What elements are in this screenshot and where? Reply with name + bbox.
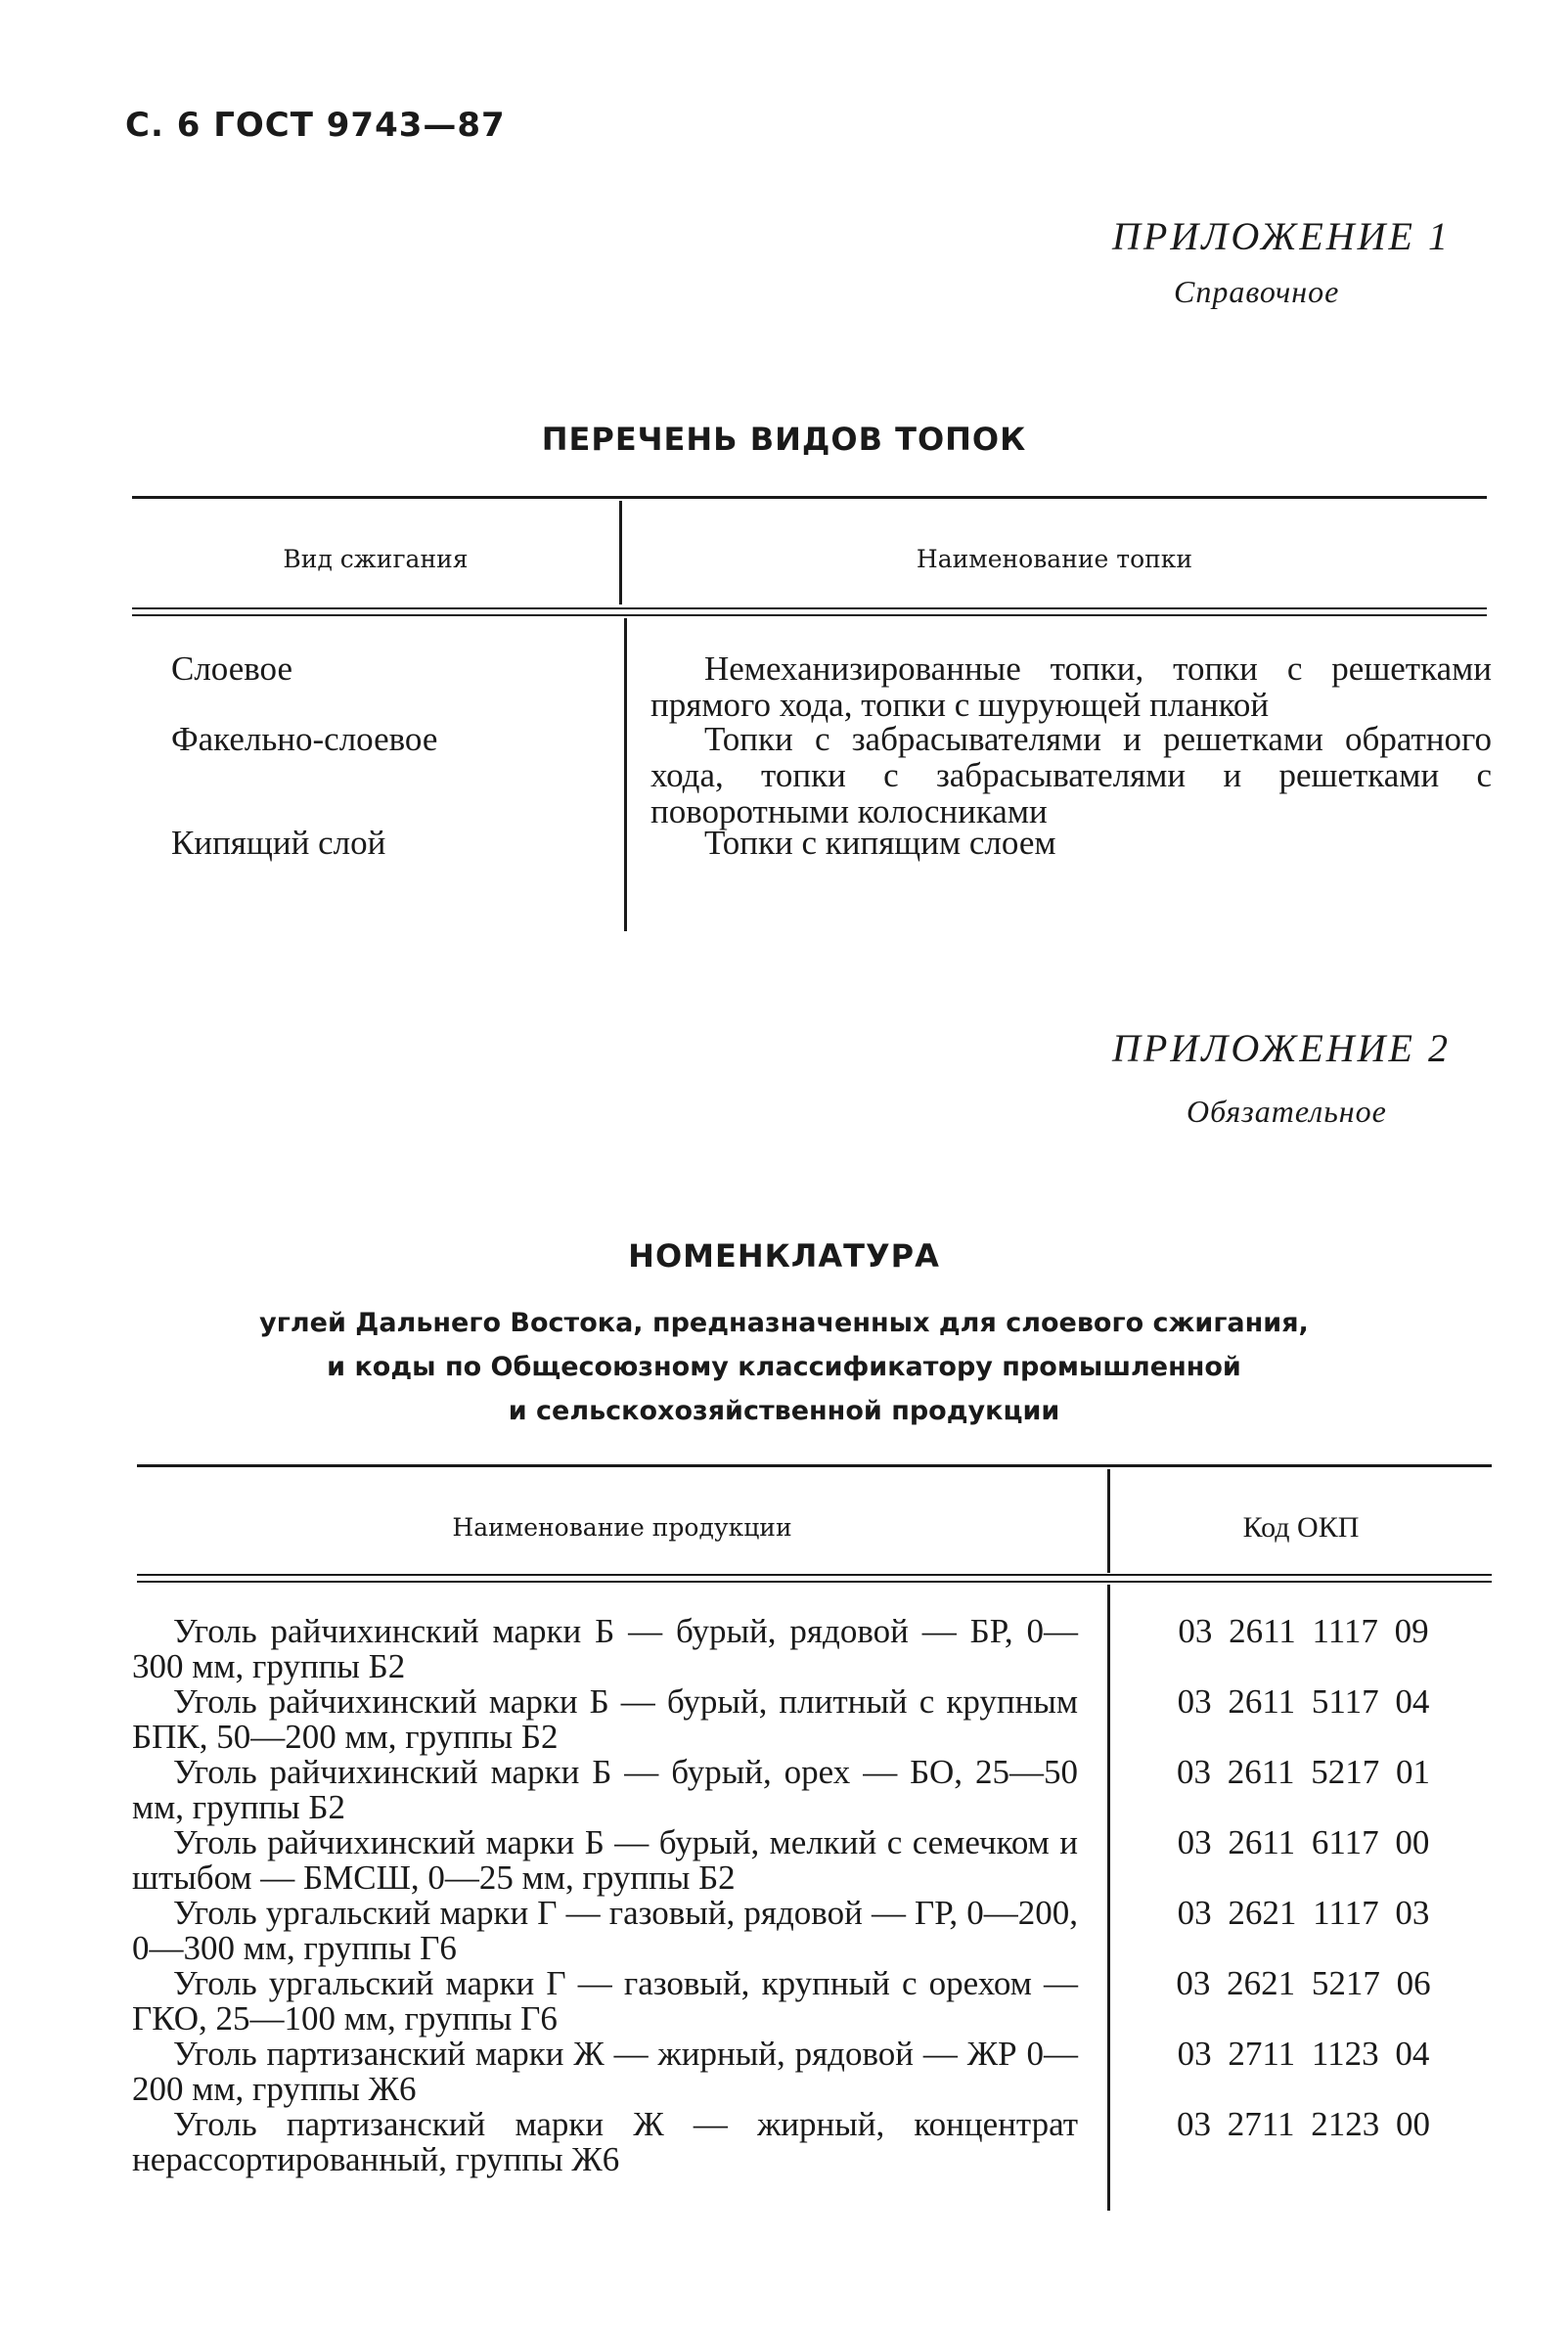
appendix-1-title: ПРИЛОЖЕНИЕ 1 bbox=[1112, 214, 1451, 258]
table-1-row-2-description: Топки с забрасывателями и решетками обратного хода, топки с забрасывателями и решетками с поворотными колосниками bbox=[650, 720, 1492, 830]
table-2-row-4-code: 03 2611 6117 00 bbox=[1177, 1823, 1430, 1861]
table-2-row-6-name: Уголь ургальский марки Г — газовый, крупный с орехом — ГКО, 25—100 мм, группы Г6 bbox=[132, 1964, 1078, 2038]
table-1-header-combustion-type: Вид сжигания bbox=[283, 545, 469, 573]
table-2-row-8-code: 03 2711 2123 00 bbox=[1177, 2105, 1430, 2143]
table-2-row-4-name: Уголь райчихинский марки Б — бурый, мелкий с семечком и штыбом — БМСШ, 0—25 мм, группы Б2 bbox=[132, 1823, 1078, 1897]
table-2-row-7-code: 03 2711 1123 04 bbox=[1177, 2035, 1430, 2073]
table-1-header-furnace-name: Наименование топки bbox=[916, 545, 1193, 573]
appendix-2-table-subtitle bbox=[0, 1301, 1568, 1433]
table-1-row-3-type: Кипящий слой bbox=[171, 824, 386, 862]
table-2-row-3-code: 03 2611 5217 01 bbox=[1177, 1753, 1430, 1791]
table-2-row-5-name: Уголь ургальский марки Г — газовый, рядовой — ГР, 0—200, 0—300 мм, группы Г6 bbox=[132, 1894, 1078, 1967]
table-2-header-product-name: Наименование продукции bbox=[452, 1513, 792, 1542]
appendix-2-subtitle: Обязательное bbox=[1187, 1094, 1387, 1129]
table-2-row-3-name: Уголь райчихинский марки Б — бурый, орех — БО, 25—50 мм, группы Б2 bbox=[132, 1753, 1078, 1826]
table-2-top-rule bbox=[137, 1464, 1492, 1467]
table-2-row-6-code: 03 2621 5217 06 bbox=[1176, 1964, 1431, 2002]
table-2-row-8-name: Уголь партизанский марки Ж — жирный, концентрат нерассортированный, группы Ж6 bbox=[132, 2105, 1078, 2178]
page-header: С. 6 ГОСТ 9743—87 bbox=[125, 106, 506, 145]
table-2-header-rule-1 bbox=[137, 1574, 1492, 1576]
table-2-header-rule-2 bbox=[137, 1581, 1492, 1583]
table-2-row-2-name: Уголь райчихинский марки Б — бурый, плитный с крупным БПК, 50—200 мм, группы Б2 bbox=[132, 1682, 1078, 1756]
appendix-2-table-title: НОМЕНКЛАТУРА bbox=[628, 1237, 940, 1275]
appendix-2-title: ПРИЛОЖЕНИЕ 2 bbox=[1112, 1026, 1451, 1070]
table-1-row-2-type: Факельно-слоевое bbox=[171, 720, 438, 758]
table-1-header-rule-2 bbox=[132, 614, 1487, 616]
table-subtitle-line-1: углей Дальнего Востока, предназначенных для слоевого сжигания, bbox=[259, 1308, 1309, 1338]
table-2-row-2-code: 03 2611 5117 04 bbox=[1177, 1682, 1430, 1721]
table-2-row-7-name: Уголь партизанский марки Ж — жирный, рядовой — ЖР 0—200 мм, группы Ж6 bbox=[132, 2035, 1078, 2108]
table-1-header-rule-1 bbox=[132, 607, 1487, 609]
table-2-row-1-name: Уголь райчихинский марки Б — бурый, рядовой — БР, 0—300 мм, группы Б2 bbox=[132, 1612, 1078, 1685]
table-2-header-okp-code: Код ОКП bbox=[1242, 1511, 1360, 1544]
table-2-row-5-code: 03 2621 1117 03 bbox=[1177, 1894, 1430, 1932]
table-2-row-1-code: 03 2611 1117 09 bbox=[1178, 1612, 1429, 1650]
table-2-body-divider bbox=[1107, 1585, 1110, 2211]
table-subtitle-line-3: и сельскохозяйственной продукции bbox=[508, 1396, 1060, 1426]
appendix-1-subtitle: Справочное bbox=[1174, 274, 1340, 309]
table-subtitle-line-2: и коды по Общесоюзному классификатору промышленной bbox=[327, 1352, 1241, 1382]
table-1-row-3-description: Топки с кипящим слоем bbox=[704, 824, 1056, 862]
table-1-body-divider bbox=[624, 618, 627, 931]
table-1-row-1-description: Немеханизированные топки, топки с решетками прямого хода, топки с шурующей планкой bbox=[650, 649, 1492, 724]
table-1-row-1-type: Слоевое bbox=[171, 649, 293, 688]
appendix-1-table-title: ПЕРЕЧЕНЬ ВИДОВ ТОПОК bbox=[541, 421, 1027, 458]
table-1-top-rule bbox=[132, 496, 1487, 499]
